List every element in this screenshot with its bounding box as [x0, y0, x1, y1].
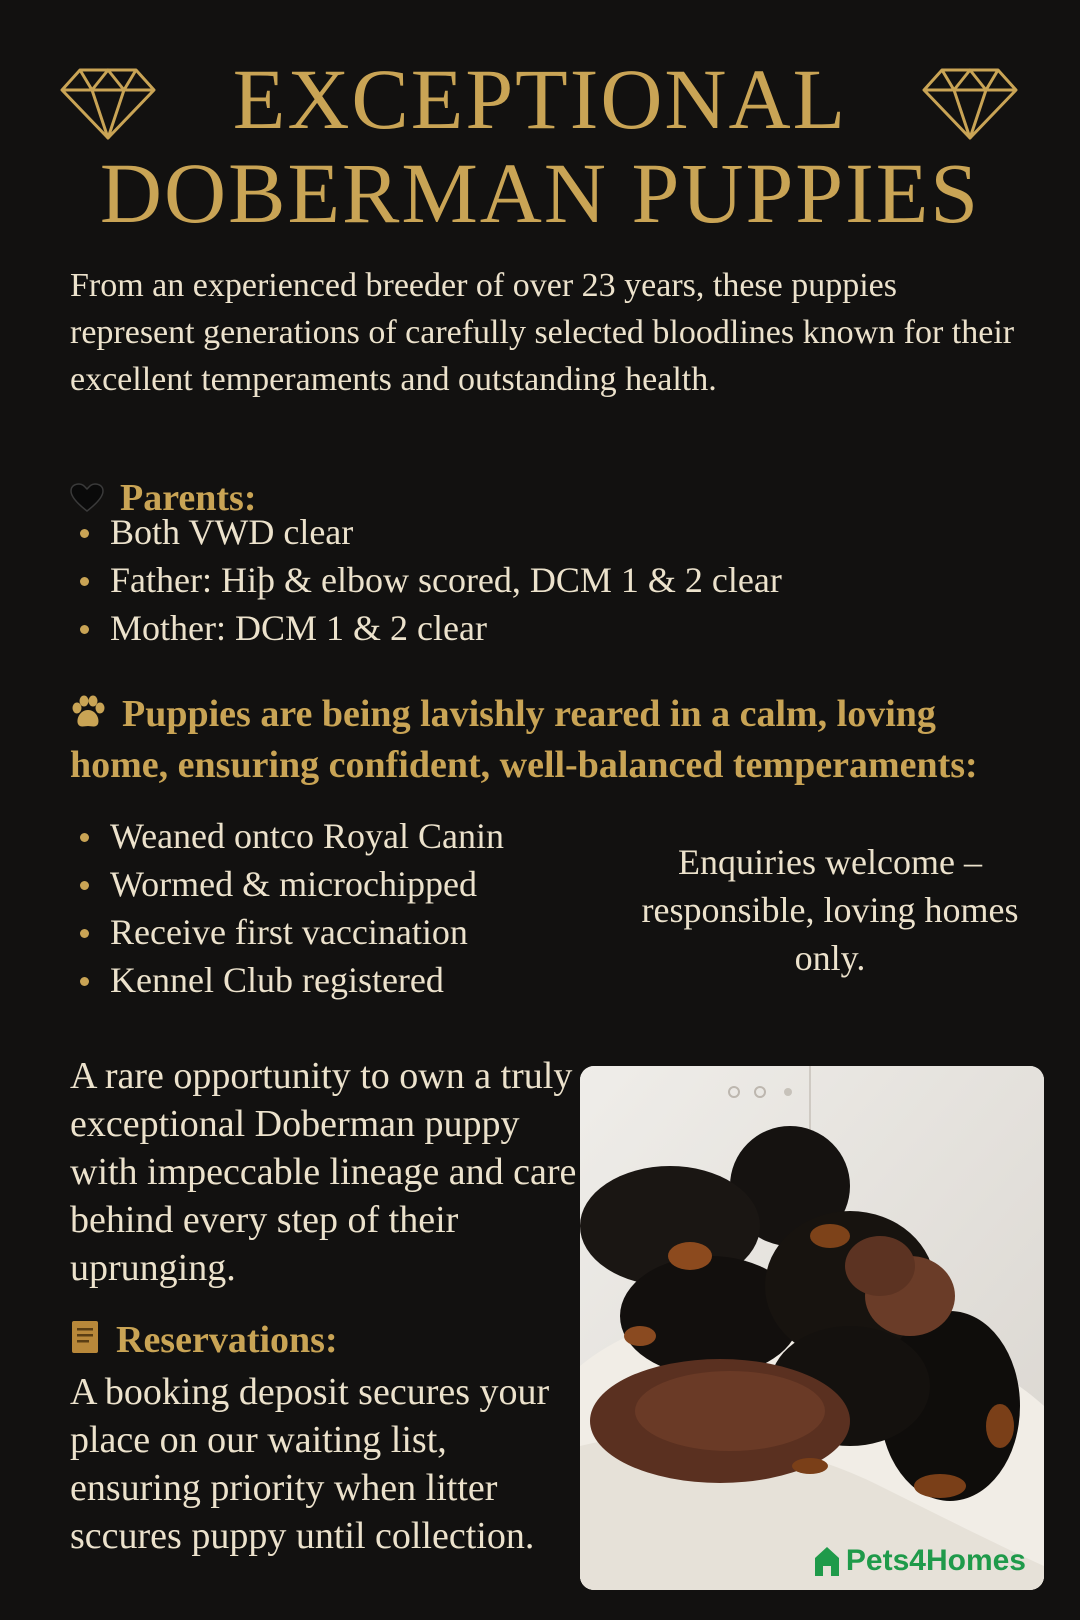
page-title — [0, 52, 1080, 240]
reservations-heading — [70, 1316, 338, 1367]
paw-icon — [70, 693, 106, 741]
list-item: Wormed & microchipped — [78, 860, 504, 908]
rare-opportunity-paragraph: A rare opportunity to own a truly exceptional Doberman puppy with impeccable lineage and care behind every step of their uprunging. — [70, 1055, 577, 1289]
list-item: Weaned ontco Royal Canin — [78, 812, 504, 860]
list-item: Both VWD clear — [78, 508, 782, 556]
pets4homes-watermark — [812, 1544, 1026, 1578]
list-item: Father: Hiþ & elbow scored, DCM 1 & 2 clear — [78, 556, 782, 604]
title-line-1: EXCEPTIONAL — [232, 51, 848, 147]
document-icon — [70, 1319, 100, 1367]
list-item: Receive first vaccination — [78, 908, 504, 956]
reservations-text: A booking deposit secures your place on our waiting list, ensuring priority when litter sccures puppy until collection. — [70, 1371, 550, 1557]
intro-paragraph: From an experienced breeder of over 23 years, these puppies represent generations of carefully selected bloodlines known for their excellent temperaments and outstanding health. — [70, 267, 1015, 398]
list-item: Kennel Club registered — [78, 956, 504, 1004]
rearing-heading-text: Puppies are being lavishly reared in a calm, loving home, ensuring confident, well-balanced temperaments: — [70, 693, 978, 787]
enquiries-note: Enquiries welcome – responsible, loving homes only. — [641, 842, 1019, 978]
house-logo-icon — [812, 1544, 842, 1578]
reservations-heading-text: Reservations: — [116, 1319, 338, 1361]
puppies-photo — [580, 1066, 1044, 1590]
watermark-text: Pets4Homes — [845, 1544, 1026, 1577]
rearing-heading — [70, 690, 1010, 789]
parents-heading-text: Parents: — [120, 477, 257, 519]
title-line-2: DOBERMAN PUPPIES — [99, 145, 981, 241]
rearing-list — [78, 812, 504, 1004]
parents-list — [78, 508, 782, 652]
list-item: Mother: DCM 1 & 2 clear — [78, 604, 782, 652]
